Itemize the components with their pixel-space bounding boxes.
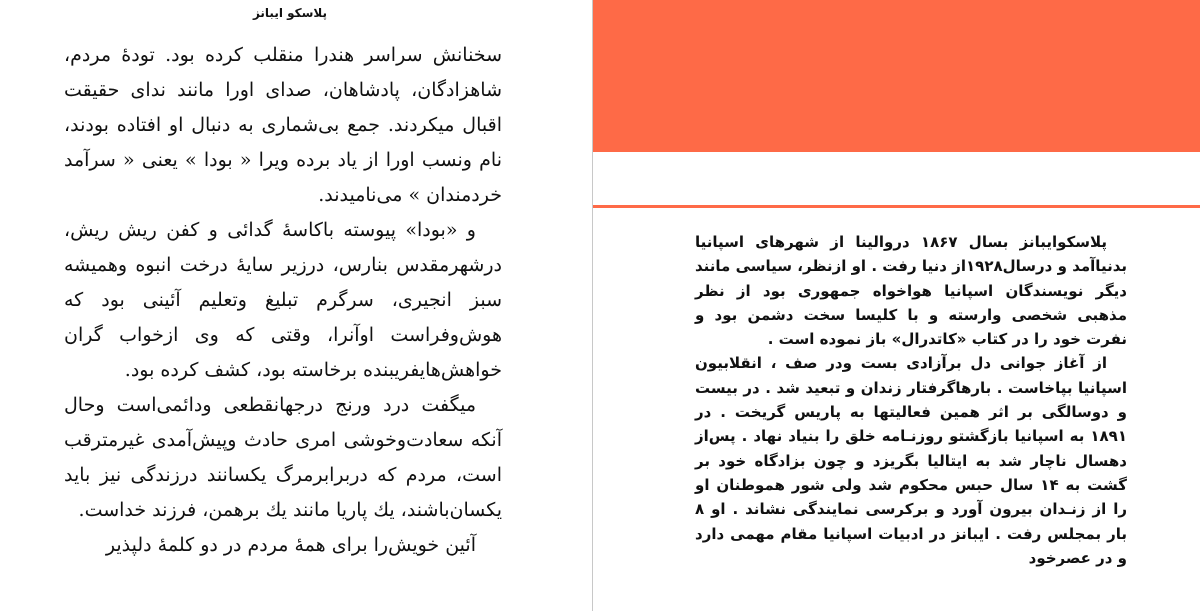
biography-paragraph: از آغاز جوانی دل برآزادی بست ودر صف ، انقلابیون اسپانیا بپاخاست . بارهاگرفتار زندان و تبعید شد . در بیست و دوسالگی بر اثر همین فعالیتها به پاریس گریخت . در ۱۸۹۱ به اسپانیا بازگشتو روزنـامه خلق را بنیاد نهاد . پس‌از دهسال ناچار شد به ایتالیا بگریزد و چون بزادگاه خود بر گشت به ۱۴ سال حبس محکوم شد ولی شور هموطنان او را از زنـدان بیرون آورد و برکرسی نمایندگی نشاند . او ۸ بار بمجلس رفت . ایبانز در ادبیات اسپانیا مقام مهمی دارد و در عصرخود: [695, 354, 1127, 567]
running-head: پلاسکو ایبانز: [252, 6, 328, 20]
orange-rule: [593, 205, 1200, 208]
left-paragraph: آئین خویش‌را برای همهٔ مردم در دو کلمهٔ دلپذیر: [105, 534, 476, 556]
right-book-page: [593, 0, 1200, 611]
left-book-page: [0, 0, 592, 611]
left-paragraph: و «بودا» پیوسته باکاسهٔ گدائی و کفن ریش ریش، درشهرمقدس بنارس، درزیر سایهٔ درخت انبوه وهمیشه سبز انجیری، سرگرم تبلیغ وتعلیم آئینی بود که هوش‌وفراست اوآنرا، وقتی که وی ازخواب گران خواهش‌هایفریبنده برخاسته بود، کشف کرده بود.: [64, 219, 502, 381]
orange-banner: [593, 0, 1200, 152]
author-biography: [695, 230, 1127, 570]
left-paragraph: سخنانش سراسر هندرا منقلب کرده بود. تودهٔ مردم، شاهزادگان، پادشاهان، صدای اورا مانند ندای حقیقت اقبال میکردند. جمع بی‌شماری به دنبال او افتاده بودند، نام ونسب اورا از یاد برده ویرا « بودا » یعنی « سرآمد خردمندان » می‌نامیدند.: [64, 44, 502, 206]
left-page-body: [64, 38, 502, 563]
left-paragraph: میگفت درد ورنج درجهانقطعی ودائمی‌است وحال آنکه سعادت‌وخوشی امری حادث وپیش‌آمدی غیرمترقب است، مردم که دربرابرمرگ یکسانند درزندگی نیز باید یکسان‌باشند، یك پاریا مانند یك برهمن، فرزند خداست.: [64, 394, 502, 521]
biography-paragraph: پلاسکوایبانز بسال ۱۸۶۷ درو‌الینا از شهرهای اسپانیا بدنیاآمد و درسال۱۹۲۸از دنیا رفت . او ازنظر، سیاسی مانند دیگر نویسندگان اسپانیا هواخواه جمهوری بود از نظر مذهبی شخصی وارسته و با کلیسا سخت دشمن بود و نفرت خود را در کتاب «کاتدرال» باز نموده است .: [695, 233, 1127, 349]
